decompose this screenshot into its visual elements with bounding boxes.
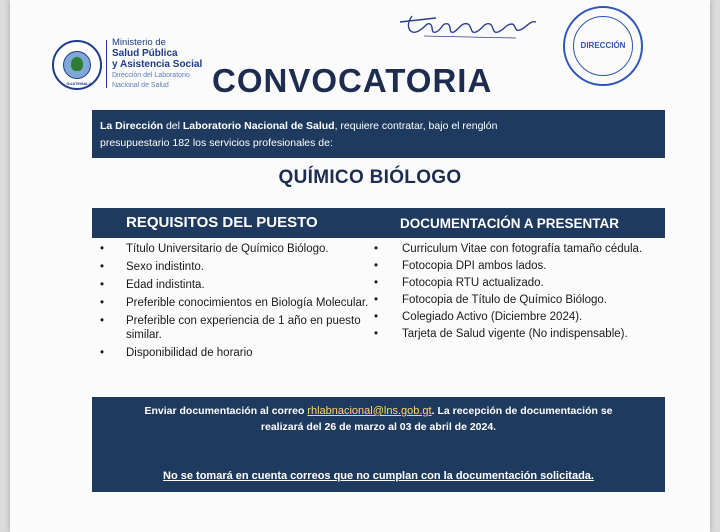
list-item: • Edad indistinta.: [96, 278, 376, 292]
list-item: • Tarjeta de Salud vigente (No indispensable).: [370, 327, 660, 341]
intro-banner: [92, 110, 665, 158]
documents-list: [370, 242, 660, 344]
ministry-line-4: Dirección del Laboratorio: [112, 72, 190, 79]
list-item: • Colegiado Activo (Diciembre 2024).: [370, 310, 660, 324]
quetzal-icon: [71, 57, 83, 71]
ministry-line-2: Salud Pública: [112, 48, 178, 59]
intro-line-2: presupuestario 182 los servicios profesionales de:: [100, 137, 333, 149]
list-item: • Curriculum Vitae con fotografía tamaño cédula.: [370, 242, 660, 256]
intro-part-1: La Dirección: [100, 120, 164, 132]
list-item: • Sexo indistinto.: [96, 260, 376, 274]
intro-part-2: del: [163, 120, 183, 132]
dates-line: realizará del 26 de marzo al 03 de abril de 2024.: [260, 421, 497, 433]
list-item: • Disponibilidad de horario: [96, 346, 376, 360]
list-item: • Fotocopia de Título de Químico Biólogo.: [370, 293, 660, 307]
submission-info: [92, 403, 665, 435]
handwritten-signature: [396, 10, 546, 42]
list-item: • Fotocopia DPI ambos lados.: [370, 259, 660, 273]
intro-line-1: [100, 118, 657, 135]
intro-part-4: , requiere contratar, bajo el renglón: [334, 120, 498, 132]
ministry-line-3: y Asistencia Social: [112, 59, 203, 70]
position-title: QUÍMICO BIÓLOGO: [278, 167, 462, 188]
columns-header-bar: [92, 208, 665, 238]
requirements-list: [96, 242, 376, 364]
email-link[interactable]: rhlabnacional@lns.gob.gt: [307, 405, 432, 417]
ministry-name: [112, 37, 202, 90]
list-item: • Fotocopia RTU actualizado.: [370, 276, 660, 290]
documents-header: DOCUMENTACIÓN A PRESENTAR: [400, 216, 619, 231]
seal-caption: GUATEMALA: [66, 81, 92, 86]
guatemala-coat-of-arms-logo: [52, 40, 102, 90]
logo-divider: [106, 40, 107, 88]
requirements-header: REQUISITOS DEL PUESTO: [126, 214, 318, 231]
send-prefix: Enviar documentación al correo: [144, 405, 308, 417]
ministry-line-1: Ministerio de: [112, 37, 166, 48]
footer-banner: [92, 397, 665, 492]
list-item: • Preferible conocimientos en Biología Molecular.: [96, 296, 376, 310]
intro-part-3: Laboratorio Nacional de Salud: [182, 120, 335, 132]
ministry-line-5: Nacional de Salud: [112, 82, 169, 89]
page-title: CONVOCATORIA: [212, 62, 493, 99]
list-item: • Título Universitario de Químico Biólogo.: [96, 242, 376, 256]
stamp-center-text: DIRECCIÓN: [580, 41, 626, 50]
document-page: [10, 0, 710, 532]
warning-text: No se tomará en cuenta correos que no cumplan con la documentación solicitada.: [163, 470, 594, 482]
list-item: • Preferible con experiencia de 1 año en puesto similar.: [96, 314, 376, 342]
send-suffix: . La recepción de documentación se: [431, 405, 613, 417]
official-stamp: [563, 6, 643, 86]
